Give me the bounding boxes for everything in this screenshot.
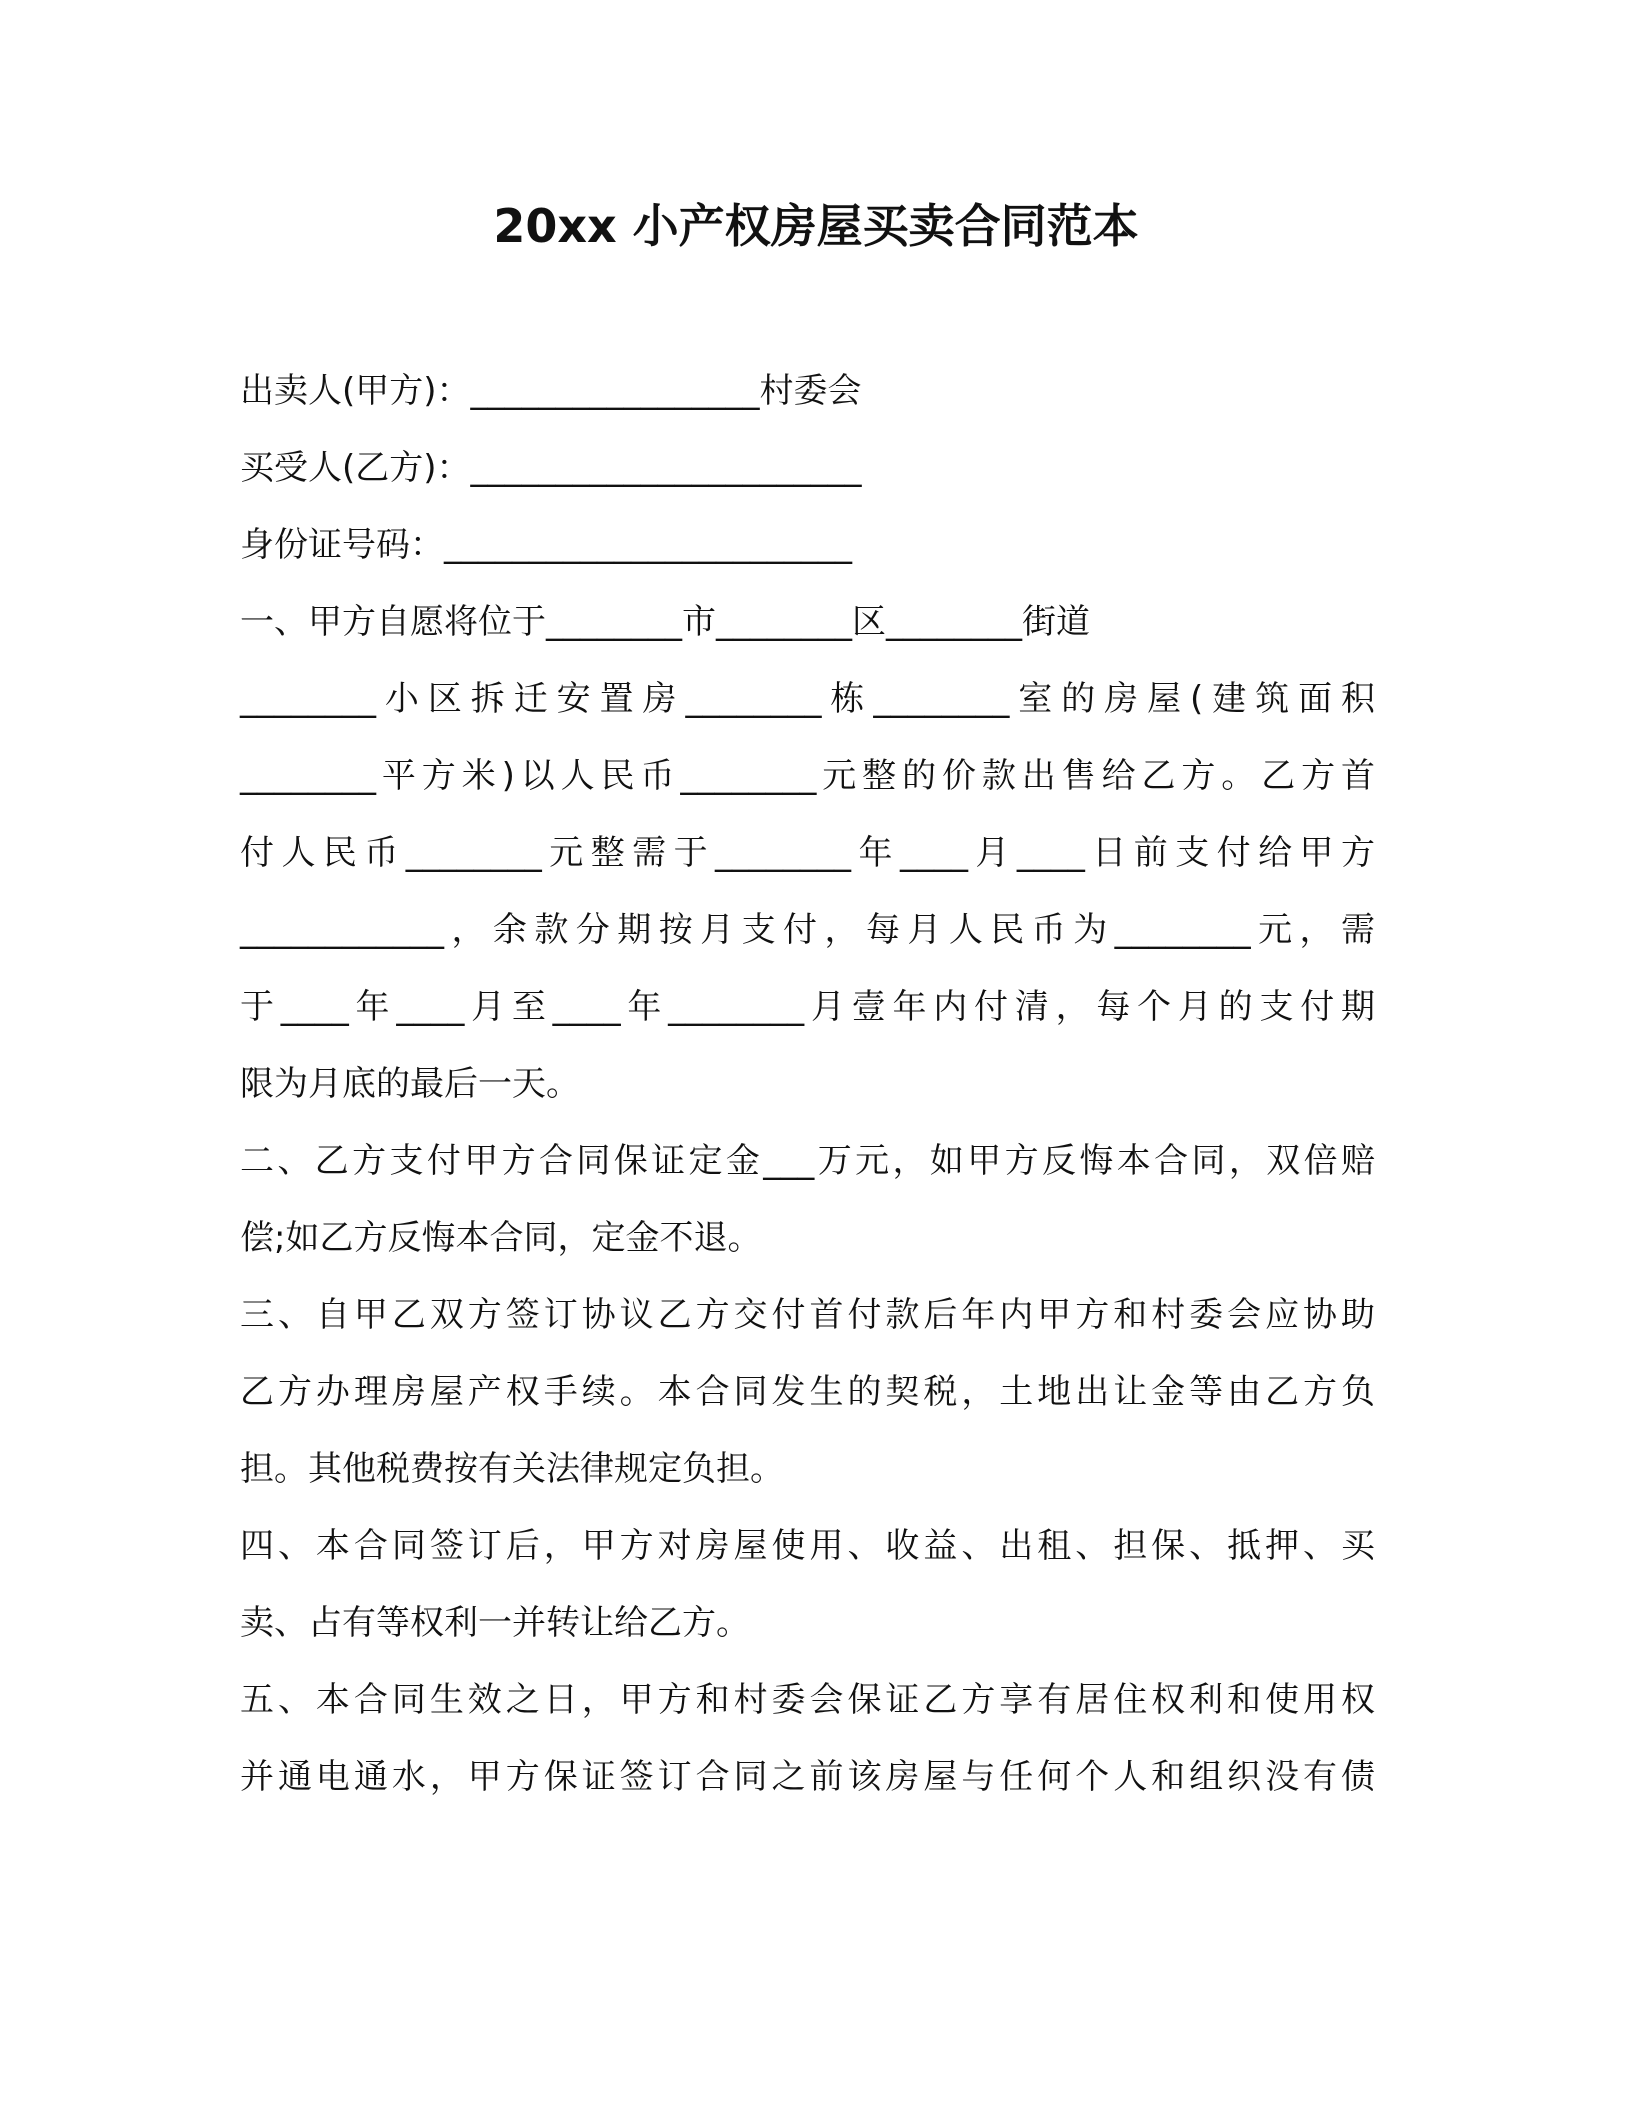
contract-line: 偿;如乙方反悔本合同，定金不退。 xyxy=(240,1218,762,1258)
contract-line: 限为月底的最后一天。 xyxy=(240,1064,580,1104)
contract-line: 担。其他税费按有关法律规定负担。 xyxy=(240,1449,784,1489)
contract-line: 于____年____月至____年________月壹年内付清，每个月的支付期 xyxy=(240,987,1375,1027)
contract-line: 三、自甲乙双方签订协议乙方交付首付款后年内甲方和村委会应协助 xyxy=(240,1295,1375,1335)
contract-line: 一、甲方自愿将位于________市________区________街道 xyxy=(240,602,1090,642)
contract-line: 四、本合同签订后，甲方对房屋使用、收益、出租、担保、抵押、买 xyxy=(240,1526,1375,1566)
contract-line: 身份证号码：________________________ xyxy=(240,525,852,565)
contract-line: 五、本合同生效之日，甲方和村委会保证乙方享有居住权利和使用权 xyxy=(240,1680,1375,1720)
document-title: 20xx 小产权房屋买卖合同范本 xyxy=(493,199,1139,253)
contract-line: ________平方米)以人民币________元整的价款出售给乙方。乙方首 xyxy=(240,756,1375,796)
contract-line: 卖、占有等权利一并转让给乙方。 xyxy=(240,1603,750,1643)
contract-line: 买受人(乙方)：_______________________ xyxy=(240,448,862,488)
contract-body xyxy=(240,353,1375,1816)
contract-line: 付人民币________元整需于________年____月____日前支付给甲方 xyxy=(240,833,1375,873)
contract-line: 出卖人(甲方)：_________________村委会 xyxy=(240,371,862,411)
contract-line: 并通电通水，甲方保证签订合同之前该房屋与任何个人和组织没有债 xyxy=(240,1757,1375,1797)
contract-line: 二、乙方支付甲方合同保证定金___万元，如甲方反悔本合同，双倍赔 xyxy=(240,1141,1375,1181)
contract-line: 乙方办理房屋产权手续。本合同发生的契税，土地出让金等由乙方负 xyxy=(240,1372,1375,1412)
contract-line: ____________，余款分期按月支付，每月人民币为________元，需 xyxy=(240,910,1375,950)
contract-line: ________小区拆迁安置房________栋________室的房屋(建筑面积 xyxy=(240,679,1375,719)
